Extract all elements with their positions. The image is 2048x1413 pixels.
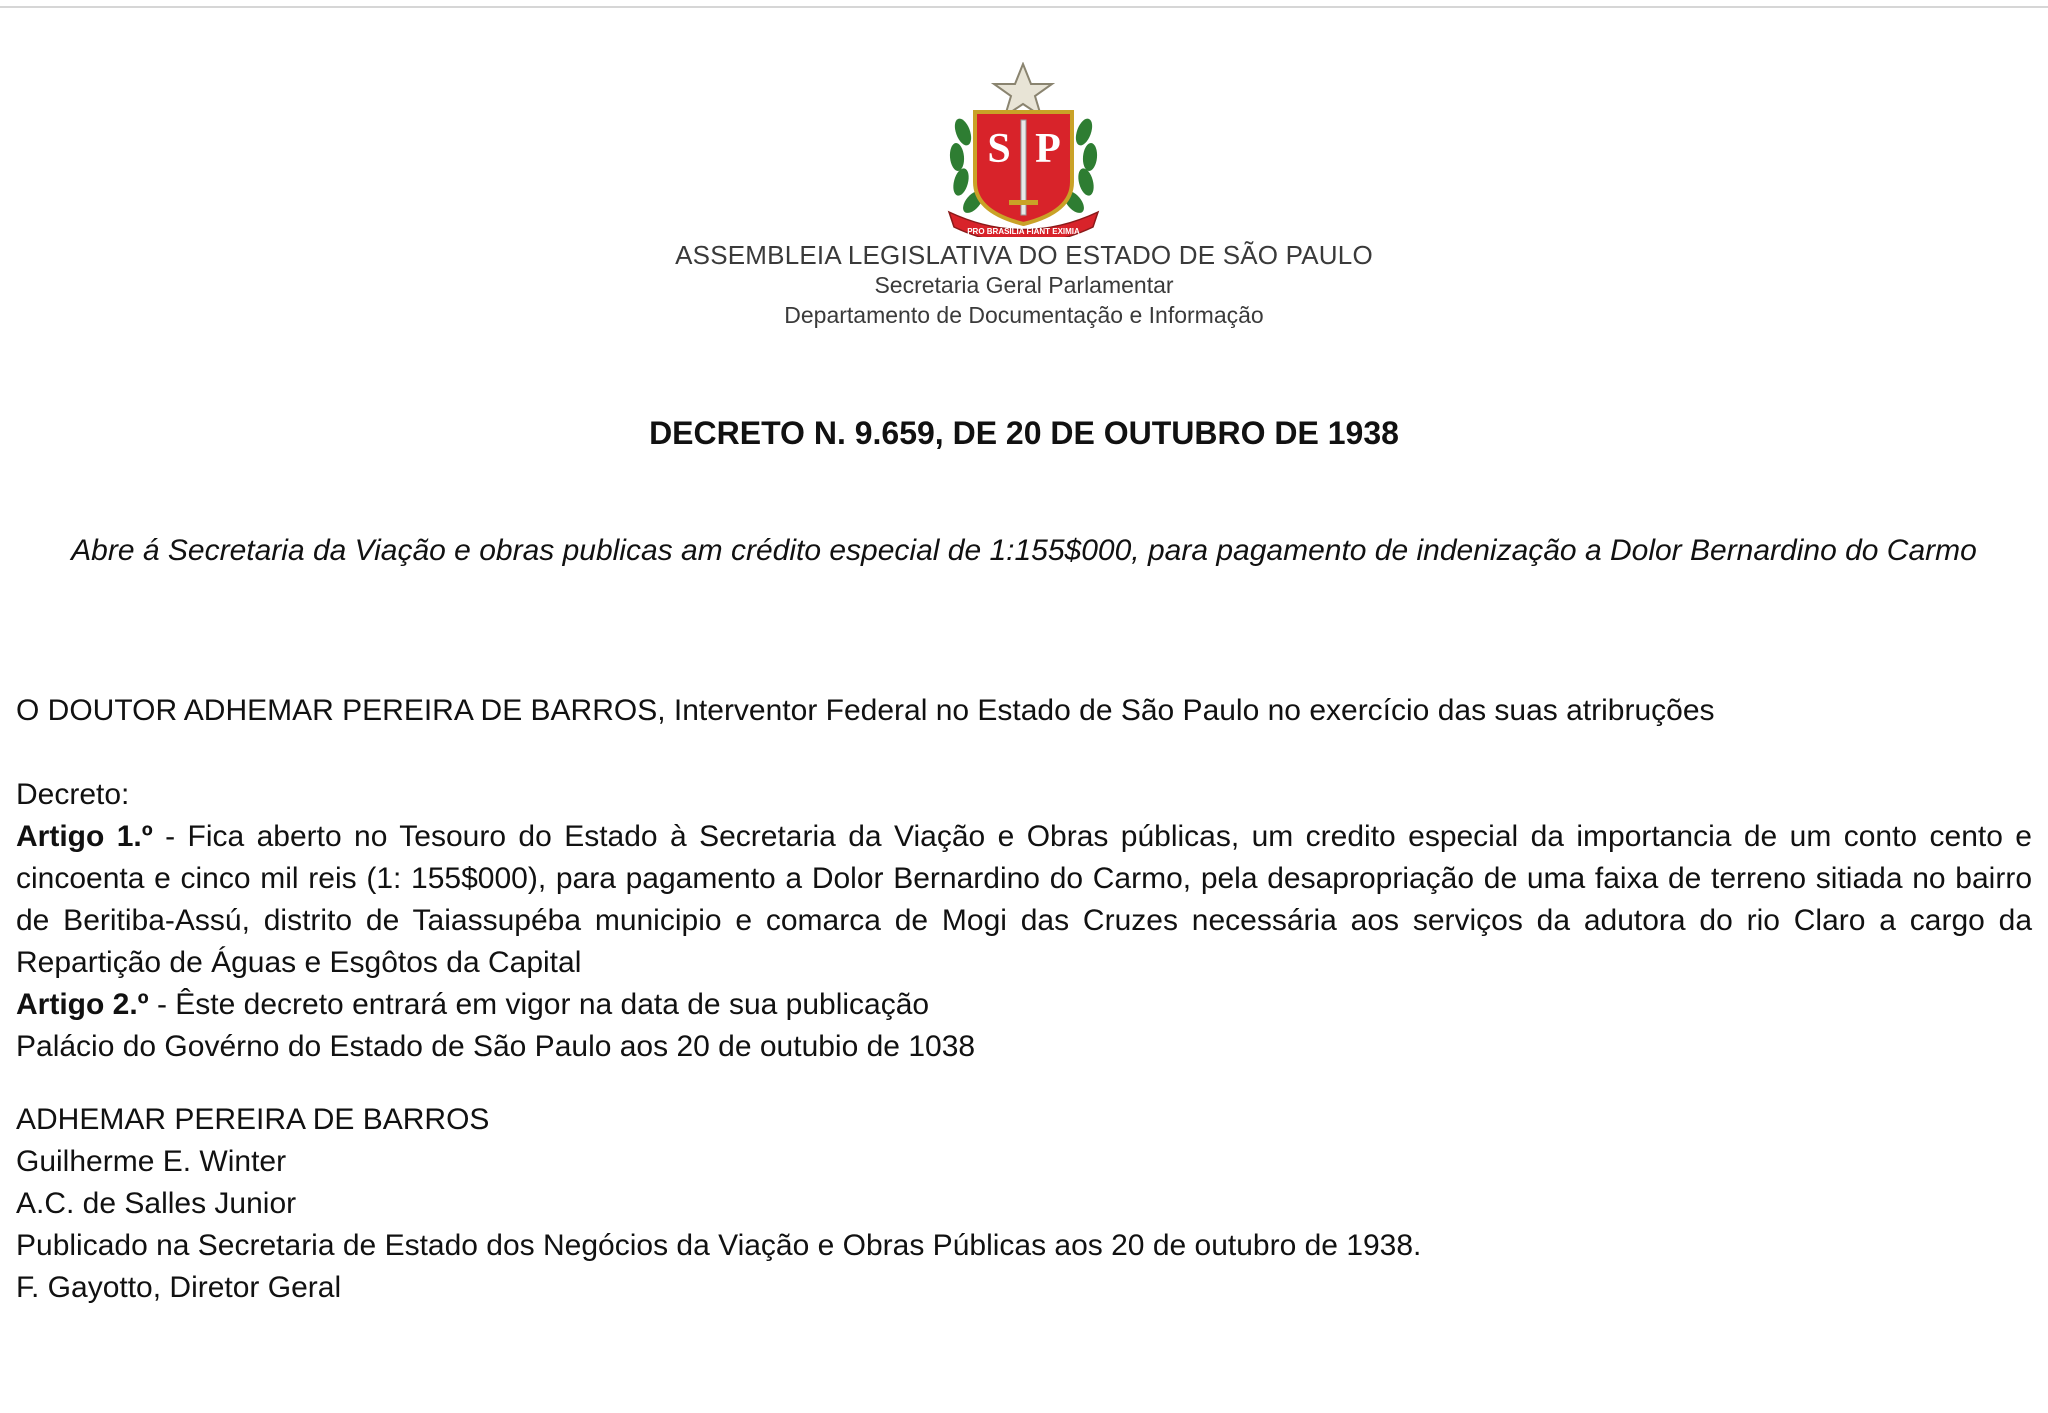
- decreto-label: Decreto:: [16, 778, 130, 811]
- article-2-text: - Êste decreto entrará em vigor na data de sua publicação: [148, 988, 930, 1021]
- article-2-label: Artigo 2.º: [16, 988, 149, 1021]
- publication-note: Publicado na Secretaria de Estado dos Negócios da Viação e Obras Públicas aos 20 de outubro de 1938.: [16, 1229, 1422, 1262]
- decree-title: DECRETO N. 9.659, DE 20 DE OUTUBRO DE 1938: [649, 415, 1399, 451]
- signature-3: A.C. de Salles Junior: [16, 1187, 297, 1220]
- department-name: Departamento de Documentação e Informação: [784, 302, 1264, 328]
- article-2: [16, 984, 2032, 1026]
- emblem-letter-p: P: [1035, 126, 1061, 172]
- sao-paulo-coat-of-arms-icon: [941, 62, 1106, 237]
- article-1: [16, 816, 2032, 984]
- signature-director: F. Gayotto, Diretor Geral: [16, 1271, 342, 1304]
- emblem-letter-s: S: [987, 126, 1011, 172]
- closing-line: Palácio do Govérno do Estado de São Paulo aos 20 de outubio de 1038: [16, 1030, 976, 1063]
- top-divider: [0, 6, 2048, 8]
- article-1-label: Artigo 1.º: [16, 820, 153, 853]
- signatures-block: [16, 1099, 2032, 1309]
- star-icon: [994, 64, 1052, 116]
- secretariat-name: Secretaria Geral Parlamentar: [874, 272, 1174, 298]
- signature-2: Guilherme E. Winter: [16, 1145, 287, 1178]
- decree-body: [16, 690, 2032, 1068]
- institution-header: [0, 240, 2048, 330]
- emblem-motto: PRO BRASILIA FIANT EXIMIA: [967, 227, 1080, 236]
- signature-governor: ADHEMAR PEREIRA DE BARROS: [16, 1103, 490, 1136]
- article-1-text: - Fica aberto no Tesouro do Estado à Secretaria da Viação e Obras públicas, um credito especial da importancia de um conto cento e cincoenta e cinco mil reis (1: 155$000), para pagamento a Dolor Bernardino do Carmo, pela desapropriação de uma faixa de terreno sitiada no bairro de Beritiba-Assú, distrito de Taiassupéba municipio e comarca de Mogi das Cruzes necessária aos serviços da adutora do rio Claro a cargo da Repartição de Águas e Esgôtos da Capital: [16, 820, 2032, 979]
- preamble: O DOUTOR ADHEMAR PEREIRA DE BARROS, Interventor Federal no Estado de São Paulo no exercício das suas atribruções: [16, 694, 1715, 727]
- decree-summary: Abre á Secretaria da Viação e obras publicas am crédito especial de 1:155$000, para pagamento de indenização a Dolor Bernardino do Carmo: [71, 534, 1977, 567]
- institution-name: ASSEMBLEIA LEGISLATIVA DO ESTADO DE SÃO PAULO: [675, 240, 1373, 270]
